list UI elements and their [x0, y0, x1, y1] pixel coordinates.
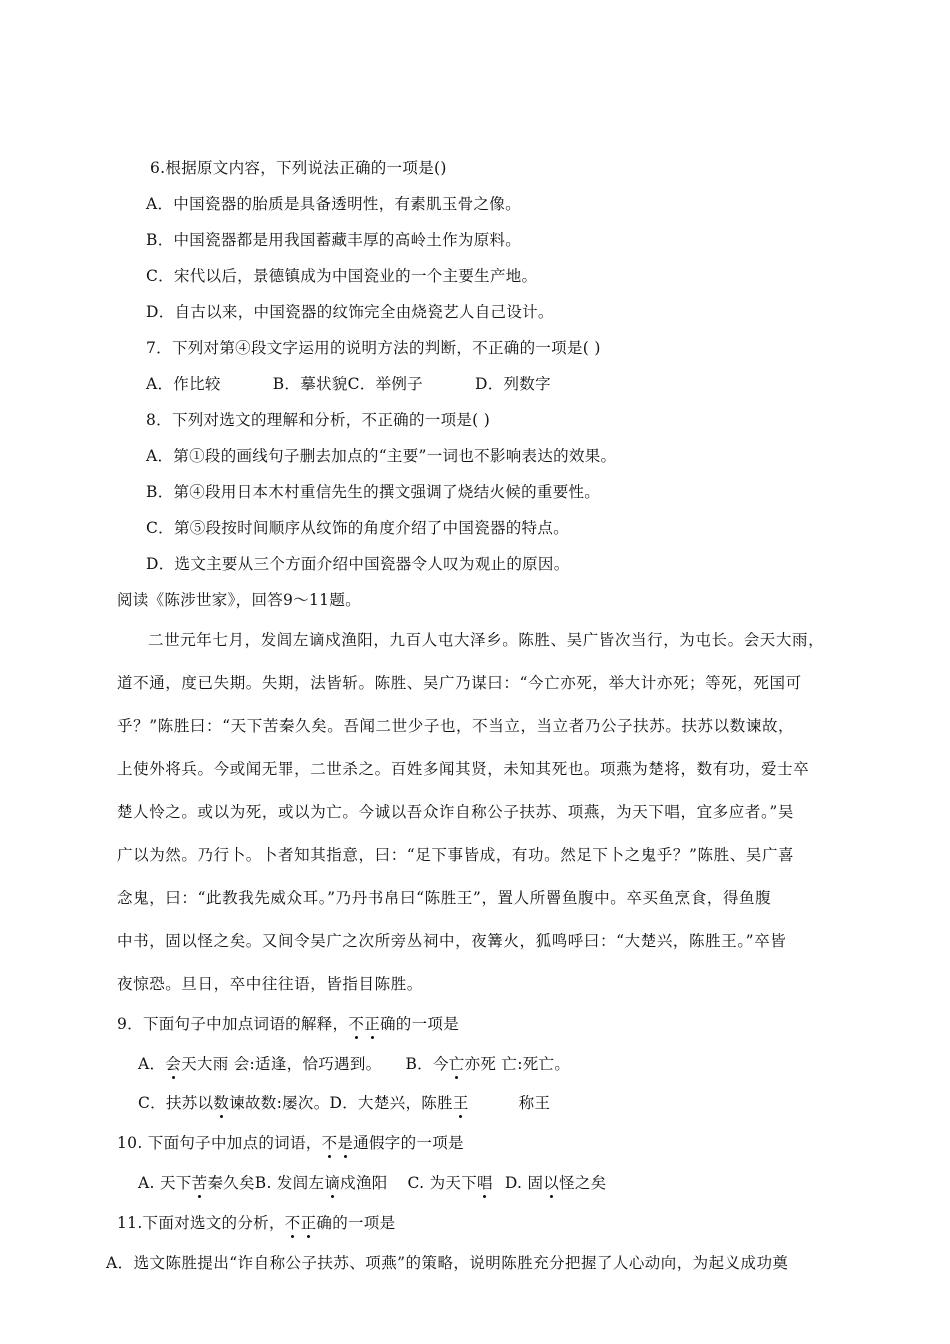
q9-option-d-text: 称王: [518, 1094, 551, 1112]
q6-option-c: C．宋代以后，景德镇成为中国瓷业的一个主要生产地。: [146, 267, 538, 285]
q7-options: [146, 374, 551, 394]
q9-option-a-label: A．: [138, 1055, 166, 1073]
q10-option-a: A. 天下: [138, 1174, 192, 1192]
passage-line: 上使外将兵。今或闻无罪，二世杀之。百姓多闻其贤，未知其死也。项燕为楚将，数有功，爱士卒: [117, 760, 810, 778]
emphasis-dot-char: 不: [284, 1214, 301, 1232]
q8-stem: 8．下列对选文的理解和分析，不正确的一项是( ): [146, 411, 491, 429]
q9-option-b-text: 亦死 亡:死亡。: [464, 1055, 571, 1073]
q7-option-b: B．摹状貌: [272, 375, 348, 393]
emphasis-dot-char: 正: [364, 1015, 380, 1033]
q9-option-c-label: C．扶苏以: [138, 1094, 214, 1112]
emphasis-dot-char: 谪: [324, 1174, 341, 1192]
passage-line: 念鬼，曰：“此教我先威众耳。”乃丹书帛曰“陈胜王”，置人所罾鱼腹中。卒买鱼烹食，得鱼腹: [117, 889, 772, 907]
q11-stem-text: 11.下面对选文的分析，: [117, 1214, 285, 1232]
q10-option-d: D. 固: [504, 1174, 544, 1192]
emphasis-dot-char: 唱: [477, 1174, 493, 1192]
q11-stem: [117, 1213, 395, 1233]
passage-line: 二世元年七月，发闾左谪戍渔阳，九百人屯大泽乡。陈胜、吴广皆次当行，为屯长。会天大雨，: [148, 631, 825, 649]
q8-option-c: C．第⑤段按时间顺序从纹饰的角度介绍了中国瓷器的特点。: [146, 519, 569, 537]
q7-stem: 7．下列对第④段文字运用的说明方法的判断，不正确的一项是( ): [146, 339, 601, 357]
q6-option-a: A．中国瓷器的胎质是具备透明性，有素肌玉骨之像。: [146, 195, 521, 213]
q11-option-a: A．选文陈胜提出“诈自称公子扶苏、项燕”的策略，说明陈胜充分把握了人心动向，为起义成功奠: [106, 1254, 789, 1272]
passage-line: 中书，固以怪之矣。又间令吴广之次所旁丛祠中，夜篝火，狐鸣呼曰：“大楚兴，陈胜王。”卒皆: [117, 932, 787, 950]
q9-stem-text: 确的一项是: [380, 1015, 460, 1033]
passage-line: 道不通，度已失期。失期，法皆斩。陈胜、吴广乃谋曰：“今亡亦死，举大计亦死；等死，死国可: [117, 674, 802, 692]
emphasis-dot-char: 正: [300, 1214, 317, 1232]
passage-line: 楚人怜之。或以为死，或以为亡。今诚以吾众诈自称公子扶苏、项燕，为天下唱，宜多应者。”吴: [117, 803, 794, 821]
q10-stem-text: 10. 下面句子中加点的词语，: [117, 1134, 322, 1152]
q9-options-cd: [138, 1093, 550, 1113]
emphasis-dot-char: 王: [452, 1094, 469, 1112]
q10-option-b: B. 发闾左: [254, 1174, 325, 1192]
q9-option-a-text: 天大雨 会:适逢，恰巧遇到。: [181, 1055, 382, 1073]
emphasis-dot-char: 苦: [191, 1174, 208, 1192]
emphasis-dot-char: 是: [337, 1134, 354, 1152]
emphasis-dot-char: 会: [165, 1055, 182, 1073]
reading-intro: 阅读《陈涉世家》，回答9～11题。: [117, 591, 361, 609]
q11-stem-text: 确的一项是: [316, 1214, 396, 1232]
q7-option-c: C．举例子: [347, 375, 423, 393]
passage-line: 广以为然。乃行卜。卜者知其指意，曰：“足下事皆成，有功。然足下卜之鬼乎？”陈胜、吴广喜: [117, 846, 795, 864]
passage-line: 夜惊恐。旦日，卒中往往语，皆指目陈胜。: [117, 975, 423, 993]
q7-option-a: A．作比较: [146, 375, 221, 393]
q8-option-d: D．选文主要从三个方面介绍中国瓷器令人叹为观止的原因。: [146, 555, 570, 573]
q9-option-d-label: D．大楚兴，陈胜: [329, 1094, 453, 1112]
q6-stem: 6.根据原文内容，下列说法正确的一项是(): [150, 159, 447, 177]
q9-stem-text: 9．下面句子中加点词语的解释，: [117, 1015, 349, 1033]
q8-option-b: B．第④段用日本木村重信先生的撰文强调了烧结火候的重要性。: [146, 483, 601, 501]
q10-options: [138, 1173, 606, 1193]
q9-option-b-label: B．今: [405, 1055, 449, 1073]
q9-options-ab: [138, 1054, 570, 1074]
emphasis-dot-char: 不: [348, 1015, 365, 1033]
q9-option-c-text: 谏故数:屡次。: [229, 1094, 330, 1112]
q6-option-b: B．中国瓷器都是用我国蓄藏丰厚的高岭土作为原料。: [146, 231, 522, 249]
q10-stem-text: 通假字的一项是: [353, 1134, 464, 1152]
emphasis-dot-char: 不: [321, 1134, 338, 1152]
q10-option-b: 戍渔阳: [340, 1174, 388, 1192]
q10-option-c: C. 为天下: [407, 1174, 478, 1192]
passage-line: 乎？”陈胜曰：“天下苦秦久矣。吾闻二世少子也，不当立，当立者乃公子扶苏。扶苏以数谏故，: [117, 717, 795, 735]
q9-stem: [117, 1014, 459, 1034]
q7-option-d: D．列数字: [474, 375, 551, 393]
q10-stem: [117, 1133, 464, 1153]
emphasis-dot-char: 亡: [448, 1055, 465, 1073]
q10-option-a: 秦久矣: [207, 1174, 255, 1192]
q10-option-d: 怪之矣: [559, 1174, 607, 1192]
emphasis-dot-char: 数: [213, 1094, 230, 1112]
emphasis-dot-char: 以: [543, 1174, 560, 1192]
q6-option-d: D．自古以来，中国瓷器的纹饰完全由烧瓷艺人自己设计。: [146, 303, 554, 321]
q8-option-a: A．第①段的画线句子删去加点的“主要”一词也不影响表达的效果。: [146, 447, 617, 465]
